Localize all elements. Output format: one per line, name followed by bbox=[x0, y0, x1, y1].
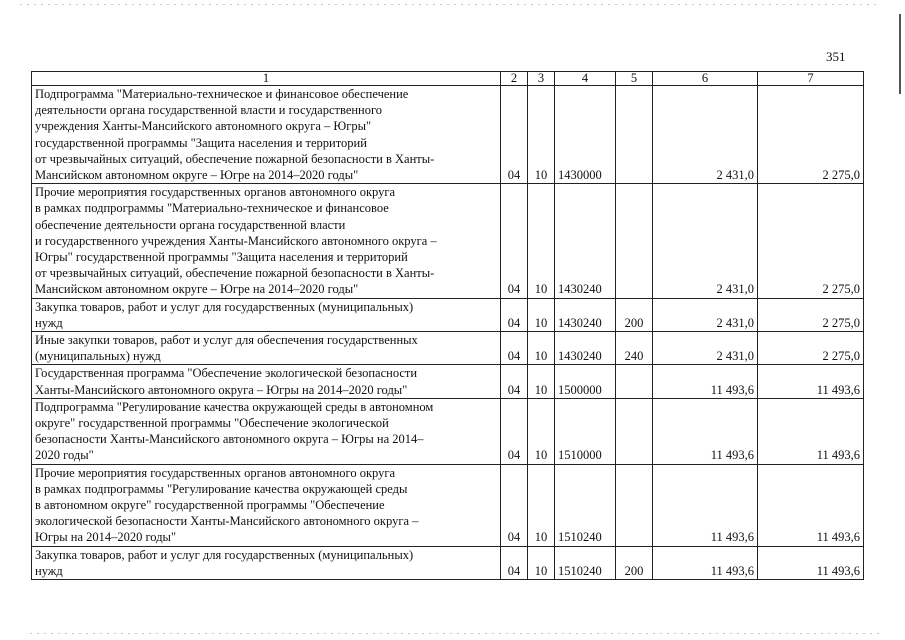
description-line: в рамках подпрограммы "Материально-техническое и финансовое bbox=[35, 201, 389, 216]
amount-col7: 11 493,6 bbox=[758, 365, 864, 398]
table-row bbox=[32, 464, 864, 546]
description-line: в автономном округе" государственной программы "Обеспечение bbox=[35, 498, 385, 513]
description-line: Югры" государственной программы "Защита населения и территорий bbox=[35, 250, 408, 265]
target-item-code: 1510240 bbox=[555, 464, 616, 546]
expense-type-code bbox=[616, 86, 653, 184]
target-item-code: 1510240 bbox=[555, 546, 616, 579]
description-line: (муниципальных) нужд bbox=[35, 349, 161, 364]
section-code: 04 bbox=[501, 184, 528, 298]
section-code: 04 bbox=[501, 464, 528, 546]
amount-col6: 11 493,6 bbox=[653, 398, 758, 464]
amount-col6: 2 431,0 bbox=[653, 298, 758, 331]
table-header-row bbox=[32, 72, 864, 86]
description-line: учреждения Ханты-Мансийского автономного округа – Югры" bbox=[35, 119, 372, 134]
description-line: нужд bbox=[35, 315, 63, 330]
description-line: Иные закупки товаров, работ и услуг для обеспечения государственных bbox=[35, 333, 418, 348]
target-item-code: 1510000 bbox=[555, 398, 616, 464]
column-header: 4 bbox=[555, 72, 616, 86]
section-code: 04 bbox=[501, 86, 528, 184]
table-row bbox=[32, 398, 864, 464]
amount-col6: 2 431,0 bbox=[653, 184, 758, 298]
target-item-code: 1430240 bbox=[555, 184, 616, 298]
column-header: 6 bbox=[653, 72, 758, 86]
subsection-code: 10 bbox=[528, 398, 555, 464]
description-line: Мансийском автономном округе – Югре на 2014–2020 годы" bbox=[35, 282, 359, 297]
table-row bbox=[32, 332, 864, 365]
amount-col6: 11 493,6 bbox=[653, 464, 758, 546]
subsection-code: 10 bbox=[528, 184, 555, 298]
scan-artifact-bottom bbox=[30, 633, 880, 634]
description-line: государственной программы "Защита населения и территорий bbox=[35, 135, 367, 150]
description-line: Прочие мероприятия государственных органов автономного округа bbox=[35, 465, 396, 480]
expense-type-code: 240 bbox=[616, 332, 653, 365]
row-description bbox=[32, 546, 501, 579]
section-code: 04 bbox=[501, 365, 528, 398]
subsection-code: 10 bbox=[528, 298, 555, 331]
column-header: 1 bbox=[32, 72, 501, 86]
table-row bbox=[32, 546, 864, 579]
row-description bbox=[32, 86, 501, 184]
scan-edge-mark bbox=[899, 14, 901, 94]
target-item-code: 1430240 bbox=[555, 332, 616, 365]
expense-type-code bbox=[616, 398, 653, 464]
column-header: 7 bbox=[758, 72, 864, 86]
column-header: 3 bbox=[528, 72, 555, 86]
expense-type-code: 200 bbox=[616, 546, 653, 579]
row-description bbox=[32, 398, 501, 464]
amount-col7: 2 275,0 bbox=[758, 298, 864, 331]
amount-col7: 11 493,6 bbox=[758, 464, 864, 546]
description-line: Подпрограмма "Регулирование качества окружающей среды в автономном bbox=[35, 399, 434, 414]
table-row bbox=[32, 86, 864, 184]
amount-col6: 11 493,6 bbox=[653, 365, 758, 398]
amount-col7: 11 493,6 bbox=[758, 546, 864, 579]
description-line: округе" государственной программы "Обеспечение экологической bbox=[35, 416, 389, 431]
table-row bbox=[32, 298, 864, 331]
subsection-code: 10 bbox=[528, 332, 555, 365]
target-item-code: 1500000 bbox=[555, 365, 616, 398]
page-number: 351 bbox=[826, 49, 846, 64]
description-line: 2020 годы" bbox=[35, 448, 94, 463]
amount-col7: 2 275,0 bbox=[758, 332, 864, 365]
description-line: безопасности Ханты-Мансийского автономного округа – Югры на 2014– bbox=[35, 432, 424, 447]
row-description bbox=[32, 332, 501, 365]
expense-type-code bbox=[616, 184, 653, 298]
column-header: 5 bbox=[616, 72, 653, 86]
description-line: Подпрограмма "Материально-техническое и финансовое обеспечение bbox=[35, 87, 409, 101]
expense-type-code bbox=[616, 464, 653, 546]
description-line: от чрезвычайных ситуаций, обеспечение пожарной безопасности в Ханты- bbox=[35, 266, 435, 281]
description-line: Закупка товаров, работ и услуг для государственных (муниципальных) bbox=[35, 299, 414, 314]
column-header: 2 bbox=[501, 72, 528, 86]
section-code: 04 bbox=[501, 332, 528, 365]
row-description bbox=[32, 365, 501, 398]
subsection-code: 10 bbox=[528, 86, 555, 184]
amount-col6: 2 431,0 bbox=[653, 332, 758, 365]
description-line: Ханты-Мансийского автономного округа – Югры на 2014–2020 годы" bbox=[35, 382, 408, 397]
subsection-code: 10 bbox=[528, 464, 555, 546]
description-line: и государственного учреждения Ханты-Мансийского автономного округа – bbox=[35, 233, 437, 248]
description-line: нужд bbox=[35, 563, 63, 578]
amount-col6: 2 431,0 bbox=[653, 86, 758, 184]
description-line: Государственная программа "Обеспечение экологической безопасности bbox=[35, 366, 418, 381]
expense-type-code: 200 bbox=[616, 298, 653, 331]
amount-col7: 2 275,0 bbox=[758, 184, 864, 298]
description-line: Мансийском автономном округе – Югре на 2014–2020 годы" bbox=[35, 168, 359, 183]
table-row bbox=[32, 184, 864, 298]
description-line: экологической безопасности Ханты-Мансийского автономного округа – bbox=[35, 514, 419, 529]
description-line: обеспечение деятельности органа государственной власти bbox=[35, 217, 346, 232]
section-code: 04 bbox=[501, 546, 528, 579]
section-code: 04 bbox=[501, 298, 528, 331]
row-description bbox=[32, 184, 501, 298]
row-description bbox=[32, 464, 501, 546]
description-line: Прочие мероприятия государственных органов автономного округа bbox=[35, 185, 396, 200]
row-description bbox=[32, 298, 501, 331]
description-line: от чрезвычайных ситуаций, обеспечение пожарной безопасности в Ханты- bbox=[35, 151, 435, 166]
amount-col7: 2 275,0 bbox=[758, 86, 864, 184]
subsection-code: 10 bbox=[528, 365, 555, 398]
table-row bbox=[32, 365, 864, 398]
amount-col7: 11 493,6 bbox=[758, 398, 864, 464]
amount-col6: 11 493,6 bbox=[653, 546, 758, 579]
description-line: деятельности органа государственной власти и государственного bbox=[35, 103, 383, 118]
description-line: Закупка товаров, работ и услуг для государственных (муниципальных) bbox=[35, 547, 414, 562]
description-line: Югры на 2014–2020 годы" bbox=[35, 530, 177, 545]
target-item-code: 1430240 bbox=[555, 298, 616, 331]
description-line: в рамках подпрограммы "Регулирование качества окружающей среды bbox=[35, 481, 408, 496]
subsection-code: 10 bbox=[528, 546, 555, 579]
scan-artifact-top bbox=[20, 4, 880, 5]
section-code: 04 bbox=[501, 398, 528, 464]
target-item-code: 1430000 bbox=[555, 86, 616, 184]
expense-type-code bbox=[616, 365, 653, 398]
table-body bbox=[32, 86, 864, 580]
budget-table bbox=[31, 71, 864, 580]
